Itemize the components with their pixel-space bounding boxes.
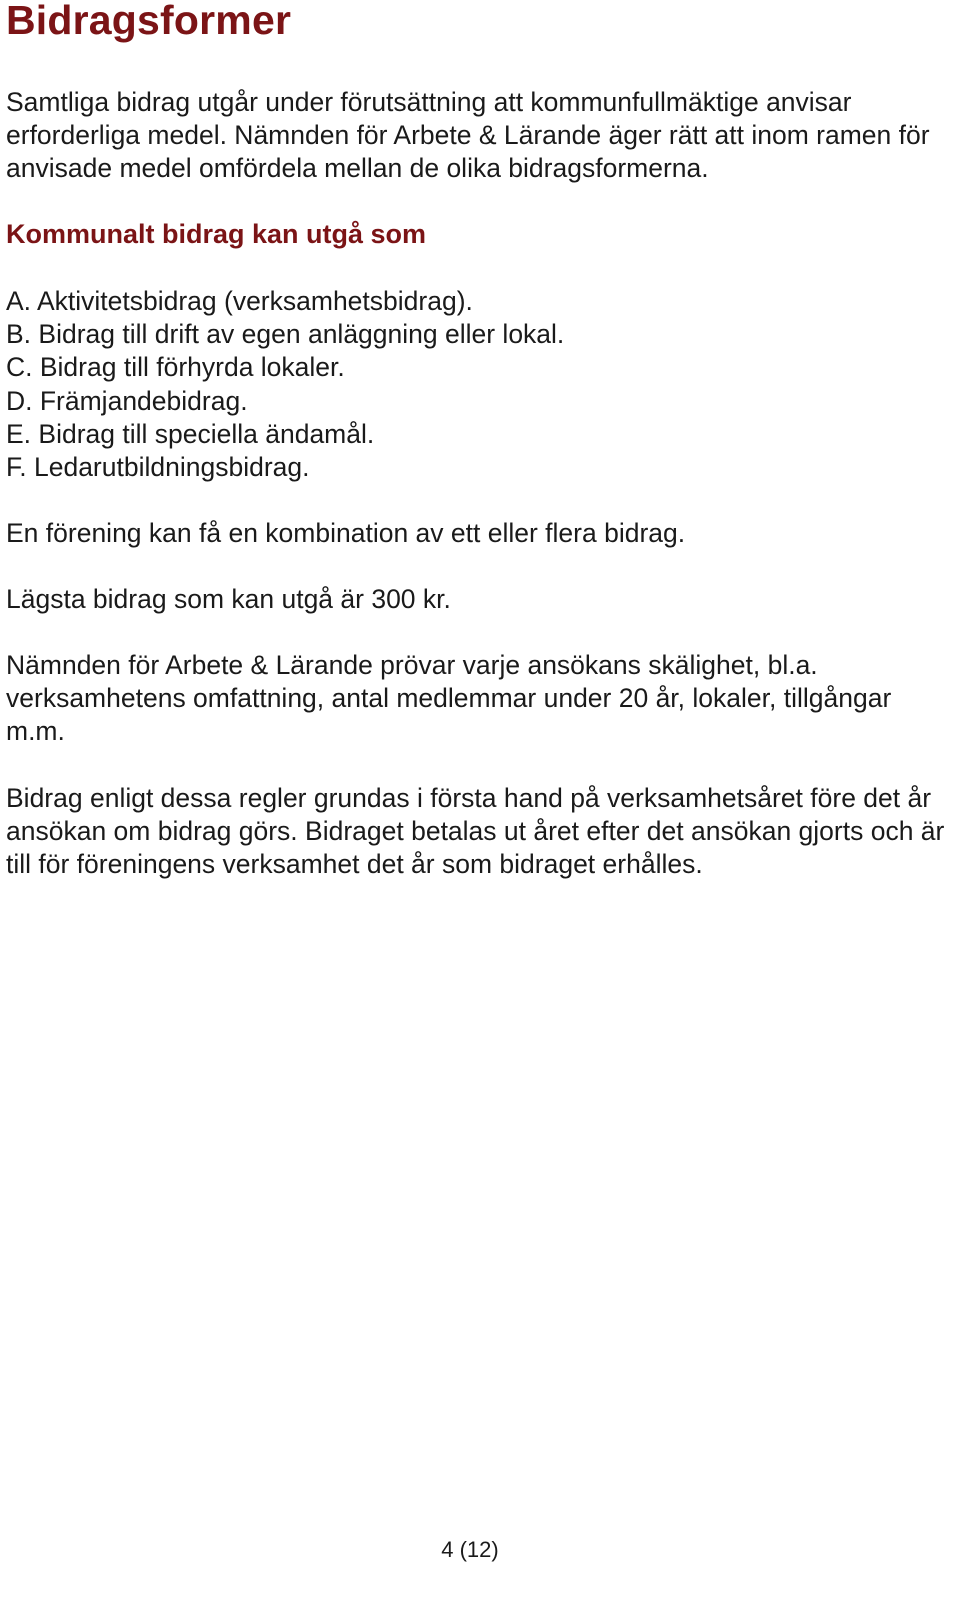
intro-paragraph: Samtliga bidrag utgår under förutsättning att kommunfullmäktige anvisar erforderliga medel. Nämnden för Arbete & Lärande äger rätt att inom ramen för anvisade medel omfördela mellan de olika bidragsformerna.: [6, 87, 930, 184]
list-item: D. Främjandebidrag.: [6, 385, 248, 416]
contribution-list: [6, 285, 564, 484]
list-item: B. Bidrag till drift av egen anläggning eller lokal.: [6, 319, 565, 350]
page-title: Bidragsformer: [6, 0, 292, 43]
basis-paragraph: Bidrag enligt dessa regler grundas i första hand på verksamhetsåret före det år ansökan om bidrag görs. Bidraget betalas ut året efter det ansökan gjorts och är till för föreningens verksamhet det år som bidraget erhålles.: [6, 783, 945, 880]
page-number: 4 (12): [441, 1537, 499, 1562]
minimum-paragraph: Lägsta bidrag som kan utgå är 300 kr.: [6, 584, 451, 614]
list-item: A. Aktivitetsbidrag (verksamhetsbidrag).: [6, 286, 473, 316]
list-item: C. Bidrag till förhyrda lokaler.: [6, 352, 345, 383]
list-item: E. Bidrag till speciella ändamål.: [6, 418, 375, 449]
combination-paragraph: En förening kan få en kombination av ett eller flera bidrag.: [6, 518, 686, 548]
list-item: F. Ledarutbildningsbidrag.: [6, 452, 310, 483]
subheading: Kommunalt bidrag kan utgå som: [6, 219, 427, 249]
assessment-paragraph: Nämnden för Arbete & Lärande prövar varje ansökans skälighet, bl.a. verksamhetens omfattning, antal medlemmar under 20 år, lokaler, tillgångar m.m.: [6, 650, 892, 747]
